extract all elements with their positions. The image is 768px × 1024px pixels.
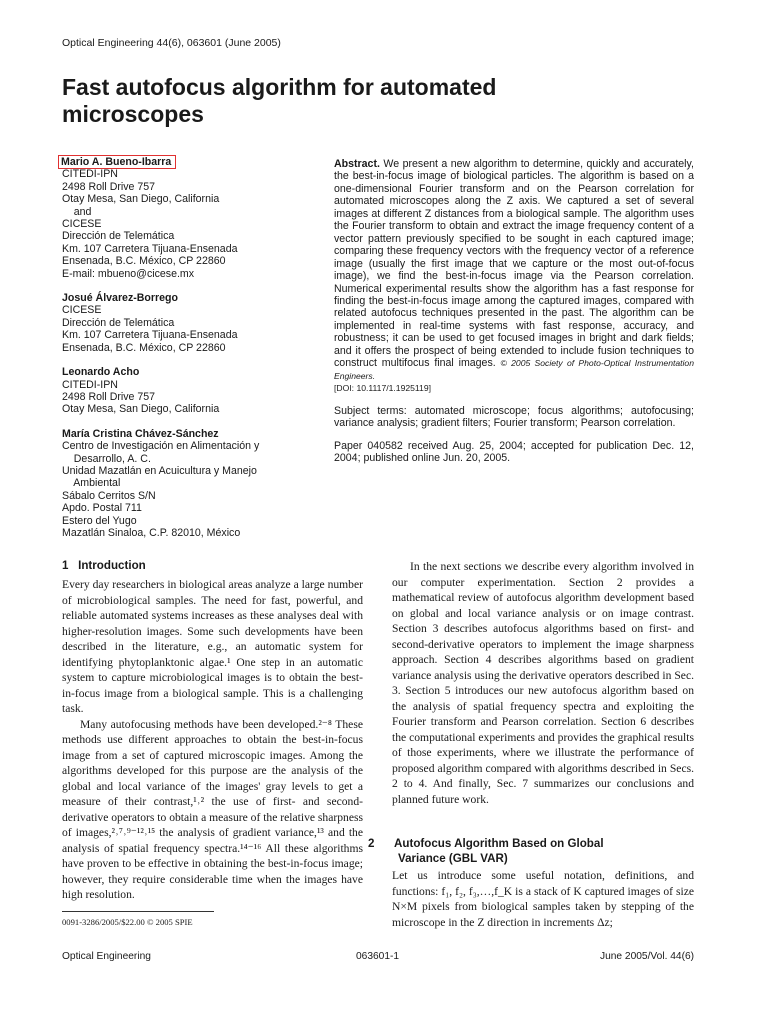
author-name: Josué Álvarez-Borrego [62,292,178,305]
footer-page-id: 063601-1 [356,951,400,962]
author-name: María Cristina Chávez-Sánchez [62,427,219,440]
author-name-highlighted: Mario A. Bueno-Ibarra [59,156,175,168]
abstract-text: We present a new algorithm to determine, quickly and accurately, the best-in-focus image of biological particles. The algorithm is based on a one-dimensional Fourier transform and on the Pearson correlation for automated microscopes along the Z axis. We captured a set of several images at different Z distances from a biological sample. The algorithm uses the Fourier transform to obtain and extract the image frequency content of a vector pattern previously specified to be sought in each captured image; comparing these frequency vectors with the frequency vector of a reference image (usually the first image that we capture or the most out-of-focus image), we find the best-in-focus image via the Pearson correlation. Numerical experimental results show the algorithm has a fast response for finding the best-in-focus image among the captured images, compared with related autofocus techniques presented in the past. The algorithm can be implemented in real-time systems with fast response, accuracy, and robustness; it can be used to get focused images in bright and dark fields; and it offers the prospect of being extended to include fusion techniques to construct multifocus final images. [334,158,694,370]
section-title: Autofocus Algorithm Based on Global [394,837,604,850]
affiliation-line: Apdo. Postal 711 [62,502,142,515]
author-block [62,156,332,280]
affiliation-line: CITEDI-IPN [62,168,118,181]
author-block [62,292,332,354]
paragraph: In the next sections we describe every algorithm involved in our computer experimentation. Section 2 provides a mathematical review of autofocus algorithm development based on global and local variance analysis or on image contrast. Section 3 describes autofocus algorithms based on first- and second-derivative operators to implement the image sharpness approach. Section 4 describes algorithms based on gradient variance analysis using the derivative operators described in Sec. 3. Section 5 introduces our new autofocus algorithm based on the analysis of spatial frequency spectra and exploiting the Fourier transform and Pearson correlation. Section 6 describes the computational experiments and provides the graphical results of those experiments, where we illustrate the performance of proposed algorithm compared with algorithms described in Secs. 2 to 4. And finally, Sec. 7 summarizes our conclusions and planned future work. [392,560,694,806]
abstract-body [334,158,694,395]
affiliation-line: Dirección de Telemática [62,316,175,329]
paragraph: Many autofocusing methods have been developed.²⁻⁸ These methods use different approaches to obtain the best-in-focus image from a set of captured microscopic images. Among the algorithms developed for this purpose are the analysis of the global and local variance of the images' gray levels to get a measure of their contrast,¹˒² the use of first- and second-derivative operators to obtain a measure of the relative sharpness of images,²˒⁷˒⁹⁻¹²˒¹⁵ the analysis of gradient variance,¹³ and the analysis of spatial frequency spectra.¹⁴⁻¹⁶ All these algorithms have proven to be effective in obtaining the best-in-focus image; however, they require considerable time when the images have high resolution. [62,717,364,901]
section-heading [368,836,688,866]
affiliation-line: CICESE [62,304,102,317]
paragraph: Let us introduce some useful notation, definitions, and functions: f₁, f₂, f₃,…,f_K is a stack of K captured images of size N×M pixels from biological samples taken by stepping of the microscope in the Z direction in increments Δz; [392,869,694,929]
paragraph: Every day researchers in biological areas analyze a large number of microbiological samples. The need for fast, powerful, and reliable automated systems increases as these analyses deal with higher-resolution images. Some such developments have been described in the literature, e.g., an automatic system for identifying phytoplanktonic algae.¹ One step in an automatic system to capture microbiological images is to obtain the best-in-focus image from a biological sample. This is a challenging task. [62,578,363,715]
affiliation-line: 2498 Roll Drive 757 [62,180,156,193]
affiliation-line: and [62,205,92,218]
section-number: 1 [62,559,69,572]
affiliation-line: Sábalo Cerritos S/N [62,489,156,502]
affiliation-line: Otay Mesa, San Diego, California [62,403,220,416]
body-column-right-lower [392,868,694,930]
subject-terms: Subject terms: automated microscope; focus algorithms; autofocusing; variance analysis; gradient filters; Fourier transform; Pearson correlation. [334,404,694,430]
author-list [62,156,332,551]
section-heading [62,558,146,573]
abstract-copyright: © 2005 Society of Photo-Optical Instrumentation Engineers. [334,358,694,381]
author-email[interactable]: E-mail: mbueno@cicese.mx [62,267,195,280]
affiliation-line: Otay Mesa, San Diego, California [62,193,220,206]
affiliation-line: Ensenada, B.C. México, CP 22860 [62,341,226,354]
footnote-divider [62,911,214,912]
affiliation-line: Dirección de Telemática [62,230,175,243]
author-block [62,366,332,416]
affiliation-line: Km. 107 Carretera Tijuana-Ensenada [62,329,238,342]
affiliation-line: Mazatlán Sinaloa, C.P. 82010, México [62,526,241,539]
affiliation-line: CITEDI-IPN [62,378,118,391]
abstract [334,158,694,474]
section-title: Introduction [78,559,146,572]
footnote: 0091-3286/2005/$22.00 © 2005 SPIE [62,917,193,927]
footer-issue: June 2005/Vol. 44(6) [600,951,695,962]
body-column-right [392,559,694,807]
affiliation-line: Desarrollo, A. C. [62,452,151,465]
body-column-left [62,577,363,903]
section-number: 2 [368,837,375,850]
author-block [62,428,332,540]
affiliation-line: Ensenada, B.C. México, CP 22860 [62,255,226,268]
affiliation-line: Ambiental [62,477,121,490]
affiliation-line: Estero del Yugo [62,514,137,527]
affiliation-line: CICESE [62,218,102,231]
abstract-doi[interactable]: [DOI: 10.1117/1.1925119] [334,383,431,394]
footer-journal: Optical Engineering [62,951,151,962]
paper-history: Paper 040582 received Aug. 25, 2004; accepted for publication Dec. 12, 2004; published online Jun. 20, 2005. [334,439,694,464]
section-title-continued: Variance (GBL VAR) [398,852,508,865]
affiliation-line: Centro de Investigación en Alimentación y [62,440,260,453]
affiliation-line: 2498 Roll Drive 757 [62,390,156,403]
affiliation-line: Km. 107 Carretera Tijuana-Ensenada [62,242,238,255]
journal-citation: Optical Engineering 44(6), 063601 (June 2005) [62,37,281,49]
abstract-label: Abstract. [334,158,380,170]
author-name: Leonardo Acho [62,366,140,379]
paper-title: Fast autofocus algorithm for automated microscopes [62,74,497,127]
affiliation-line: Unidad Mazatlán en Acuicultura y Manejo [62,464,257,477]
